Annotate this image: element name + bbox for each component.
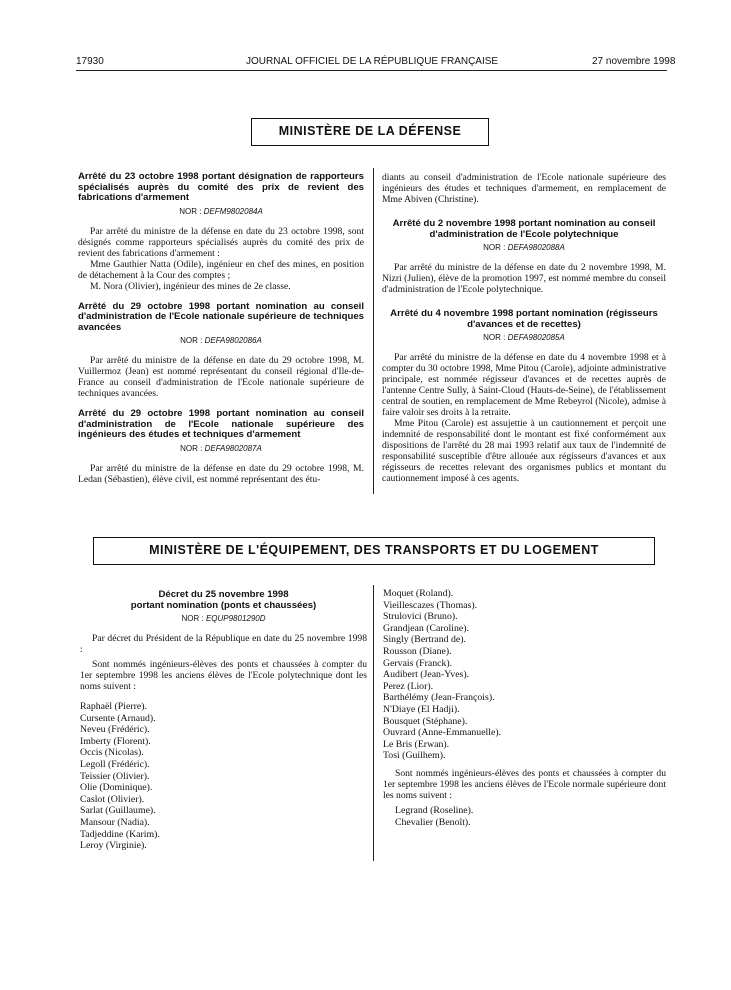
name-entry: Singly (Bertrand de).	[383, 634, 466, 646]
name-entry: Audibert (Jean-Yves).	[383, 669, 470, 681]
nor-code: DEFM9802084A	[203, 206, 263, 216]
paragraph: Mme Gauthier Natta (Odile), ingénieur en chef des mines, en position de détachement à la Cour des comptes ;	[78, 258, 364, 281]
nor-line: NOR : DEFA9802088A	[483, 243, 565, 252]
decree-block	[78, 172, 364, 292]
name-entry: Barthélémy (Jean-François).	[383, 692, 495, 704]
paragraph: Par arrêté du ministre de la défense en date du 29 octobre 1998, M. Ledan (Sébastien), élève civil, est nommé représentant des étu-	[78, 462, 364, 485]
nor-code: DEFA9802085A	[507, 333, 565, 342]
name-entry: Mansour (Nadia).	[80, 816, 150, 828]
nor-code: DEFA9802086A	[204, 336, 262, 345]
nor-code: DEFA9802087A	[204, 443, 262, 453]
column-divider	[373, 585, 374, 861]
decree-block	[78, 302, 364, 400]
name-entry: Bousquet (Stéphane).	[383, 715, 468, 727]
name-entry: Perez (Lior).	[383, 680, 434, 692]
column-divider	[373, 168, 374, 494]
paragraph: Sont nommés ingénieurs-élèves des ponts et chaussées à compter du 1er septembre 1998 les anciens élèves de l'Ecole polytechnique dont les noms suivent :	[80, 659, 367, 692]
name-entry: Legoll (Frédéric).	[80, 758, 150, 770]
name-entry: Strulovici (Bruno).	[383, 611, 458, 623]
nor-line: NOR : DEFM9802084A	[179, 206, 263, 216]
names-list-ens	[383, 805, 666, 828]
paragraph: Sont nommés ingénieurs-élèves des ponts et chaussées à compter du 1er septembre 1998 les anciens élèves de l'Ecole normale supérieure dont les noms suivent :	[383, 767, 666, 801]
name-entry: Moquet (Roland).	[383, 588, 454, 599]
decree-title: Arrêté du 4 novembre 1998 portant nomination (régisseurs d'avances et de recettes)	[390, 308, 658, 330]
name-entry: Neveu (Frédéric).	[80, 724, 150, 736]
paragraph: Mme Pitou (Carole) est assujettie à un cautionnement et perçoit une indemnité de responsabilité dont le montant est fixé conformément aux dispositions de l'arrêté du 28 mai 1993 relatif aux taux de l'indemnité de responsabilité susceptible d'être allouée aux régisseurs d'avances et aux régisseurs de recettes relevant des organismes publics et montant du cautionnement imposé à ces agents.	[382, 418, 666, 484]
nor-code: DEFA9802088A	[507, 243, 565, 252]
defense-right-column	[382, 172, 666, 484]
decree-title: Décret du 25 novembre 1998	[158, 589, 289, 600]
decree-block	[78, 409, 364, 485]
paragraph: Par arrêté du ministre de la défense en date du 29 octobre 1998, M. Vuillermoz (Jean) est nommé représentant du conseil régional d'Ile-de-France au conseil d'administration de l'Ecole nationale supérieure de techniques avancées.	[78, 355, 364, 399]
decree-title: Arrêté du 29 octobre 1998 portant nomination au conseil d'administration de l'Ecole nationale supérieure de techniques avancées	[78, 300, 364, 333]
names-list-right	[383, 588, 666, 762]
nor-line: NOR : DEFA9802085A	[483, 333, 565, 342]
equipement-section-title: MINISTÈRE DE L'ÉQUIPEMENT, DES TRANSPORTS ET DU LOGEMENT	[93, 537, 655, 565]
name-entry: Teissier (Olivier).	[80, 770, 150, 782]
paragraph: Par arrêté du ministre de la défense en date du 4 novembre 1998 et à compter du 30 octobre 1998, Mme Pitou (Carole), adjointe administrative principale, est nommée régisseur d'avances et de recettes auprès de l'antenne Centre Sully, à Saint-Cloud (Hauts-de-Seine), de l'établissement central de soutien, en remplacement de Mme Rebeyrol (Nicole), admise à faire valoir ses droits à la retraite.	[382, 352, 666, 418]
decree-block	[382, 219, 666, 295]
name-entry: Tadjeddine (Karim).	[80, 828, 160, 840]
defense-left-column	[78, 172, 364, 485]
nor-line: NOR : DEFA9802086A	[180, 336, 262, 345]
name-entry: Leroy (Virginie).	[80, 840, 147, 852]
defense-section-title: MINISTÈRE DE LA DÉFENSE	[251, 118, 489, 146]
name-entry: Occis (Nicolas).	[80, 747, 144, 759]
equipement-left-column	[80, 590, 367, 852]
header-rule	[76, 70, 667, 71]
name-entry: Rousson (Diane).	[383, 645, 452, 657]
paragraph: Par arrêté du ministre de la défense en date du 23 octobre 1998, sont désignés comme rapporteurs spécialisés auprès du comité des prix de revient des fabrications d'armement :	[78, 225, 364, 259]
nor-line: NOR : EQUP9801290D	[181, 614, 266, 623]
decree-block	[382, 309, 666, 484]
page-number: 17930	[76, 56, 104, 67]
nor-line: NOR : DEFA9802087A	[180, 443, 262, 453]
names-list-left	[80, 701, 367, 852]
nor-code: EQUP9801290D	[205, 614, 266, 623]
decree-subtitle: portant nomination (ponts et chaussées)	[130, 599, 317, 611]
name-entry: Olie (Dominique).	[80, 782, 153, 794]
paragraph: Par décret du Président de la République en date du 25 novembre 1998 :	[80, 633, 367, 655]
decree-title: Arrêté du 23 octobre 1998 portant désignation de rapporteurs spécialisés auprès du comité des prix de revient des fabrications d'armement	[78, 171, 364, 203]
decree-title: Arrêté du 29 octobre 1998 portant nomination au conseil d'administration de l'Ecole nationale supérieure des ingénieurs des études et techniques d'armement	[78, 408, 364, 440]
equipement-right-column	[383, 588, 666, 828]
name-entry: N'Diaye (El Hadji).	[383, 703, 460, 715]
journal-title: JOURNAL OFFICIEL DE LA RÉPUBLIQUE FRANÇAISE	[246, 56, 499, 67]
name-entry: Ouvrard (Anne-Emmanuelle).	[383, 727, 502, 739]
name-entry: Vieillescazes (Thomas).	[383, 599, 478, 611]
decree-title: Arrêté du 2 novembre 1998 portant nomination au conseil d'administration de l'Ecole polytechnique	[392, 218, 656, 240]
continuation-text: diants au conseil d'administration de l'Ecole nationale supérieure des ingénieurs des études et techniques d'armement, en remplacement de Mme Abiven (Christine).	[382, 172, 666, 205]
name-entry: Gervais (Franck).	[383, 657, 453, 669]
paragraph: Par arrêté du ministre de la défense en date du 2 novembre 1998, M. Nizri (Julien), élève de la promotion 1997, est nommé membre du conseil d'administration de l'Ecole polytechnique.	[382, 262, 666, 295]
name-entry: Tosi (Guilhem).	[383, 750, 446, 762]
name-entry: Le Bris (Erwan).	[383, 738, 450, 750]
name-entry: Chevalier (Benoît).	[395, 816, 471, 828]
name-entry: Sarlat (Guillaume).	[80, 805, 156, 817]
name-entry: Grandjean (Caroline).	[383, 622, 469, 634]
name-entry: Cursente (Arnaud).	[80, 712, 156, 724]
issue-date: 27 novembre 1998	[592, 56, 676, 67]
name-entry: Raphaël (Pierre).	[80, 701, 147, 712]
paragraph: M. Nora (Olivier), ingénieur des mines de 2e classe.	[90, 280, 291, 292]
name-entry: Legrand (Roseline).	[395, 804, 474, 816]
name-entry: Imberty (Florent).	[80, 735, 151, 747]
name-entry: Caslot (Olivier).	[80, 793, 145, 805]
